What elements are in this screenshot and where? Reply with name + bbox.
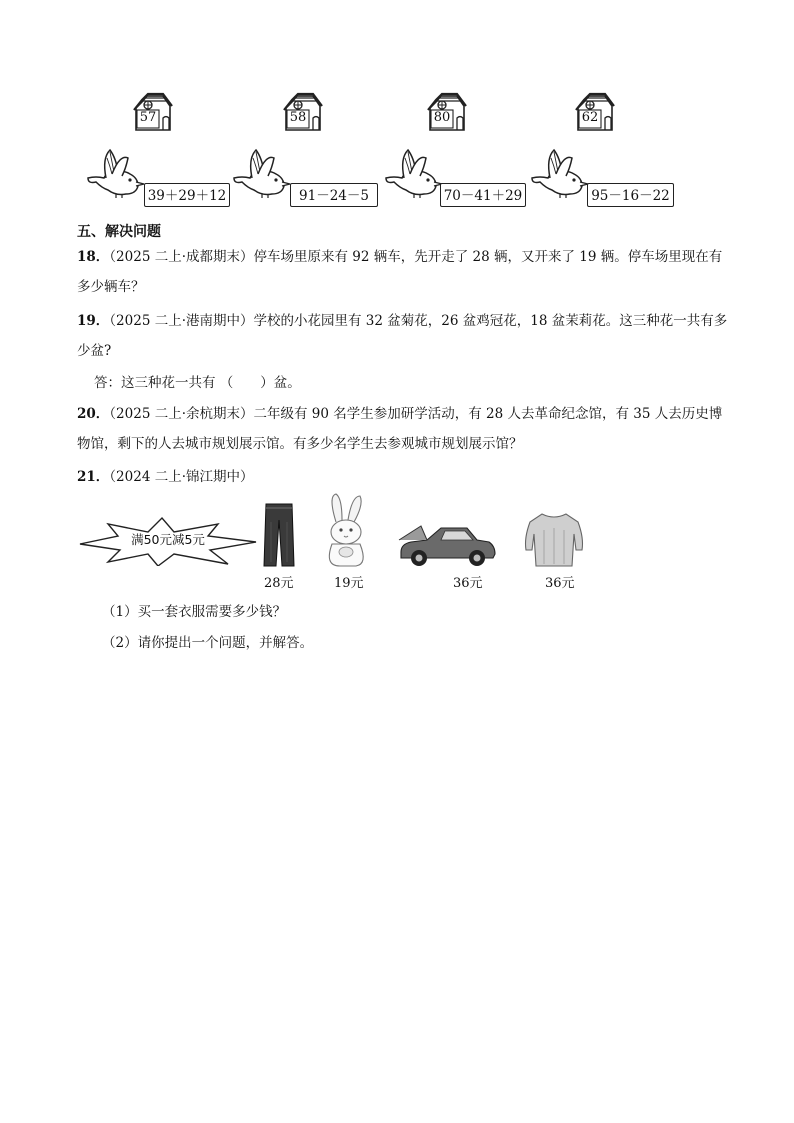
house-3 [427,88,467,132]
bird-icon [384,148,446,200]
shirt-icon [522,510,586,568]
question-number: 19． [77,313,110,329]
car-icon [397,522,497,566]
question-source: （2025 二上·港南期中） [109,313,254,329]
pants-icon [262,502,296,568]
bird-1 [86,148,148,200]
bird-4 [530,148,592,200]
bird-icon [86,148,148,200]
question-source: （2024 二上·锦江期中） [109,469,254,485]
bird-icon [530,148,592,200]
price-label: 28元 [264,576,294,591]
question-21-line1 [77,467,254,487]
question-19-line2: 少盆? [77,343,112,359]
house-4 [575,88,615,132]
house-number: 80 [433,110,451,125]
question-source: （2025 二上·余杭期末） [109,406,254,422]
expression-box: 91－24－5 [290,183,378,207]
house-number: 62 [581,110,599,125]
price-label: 36元 [453,576,483,591]
bird-3 [384,148,446,200]
bird-icon [232,148,294,200]
question-number: 21． [77,469,110,485]
question-19-answer: 答：这三种花一共有 （ ）盆。 [94,375,301,391]
bird-2 [232,148,294,200]
section-title: 五、解决问题 [77,224,161,240]
sub-question-2: （2）请你提出一个问题，并解答。 [102,635,314,651]
sub-question-1: （1）买一套衣服需要多少钱？ [102,604,287,620]
rabbit-icon [320,492,372,570]
house-2 [283,88,323,132]
house-number: 58 [289,110,307,125]
price-label: 19元 [334,576,364,591]
question-text: 二年级有 90 名学生参加研学活动，有 28 人去革命纪念馆，有 35 人去历史博 [253,406,723,422]
rabbit-item [320,492,372,570]
question-source: （2025 二上·成都期末） [109,249,254,265]
question-18-line2: 多少辆车？ [77,279,145,295]
question-18-line1 [77,247,722,267]
house-number: 57 [139,110,157,125]
promo-text: 满50元减5元 [131,532,205,547]
question-text: 学校的小花园里有 32 盆菊花，26 盆鸡冠花，18 盆茉莉花。这三种花一共有多 [253,313,728,329]
expression-box: 95－16－22 [587,183,674,207]
question-text: 停车场里原来有 92 辆车，先开走了 28 辆，又开来了 19 辆。停车场里现在有 [253,249,723,265]
pants-item [262,502,296,568]
question-19-line1 [77,311,727,331]
question-number: 20． [77,406,110,422]
expression-box: 39＋29＋12 [144,183,230,207]
question-20-line1 [77,404,722,424]
shirt-item [522,510,586,568]
question-20-line2: 物馆，剩下的人去城市规划展示馆。有多少名学生去参观城市规划展示馆？ [77,436,523,452]
car-item [397,522,497,566]
question-number: 18． [77,249,110,265]
expression-box: 70－41＋29 [440,183,526,207]
house-1 [133,88,173,132]
promo-burst [78,512,258,566]
price-label: 36元 [545,576,575,591]
